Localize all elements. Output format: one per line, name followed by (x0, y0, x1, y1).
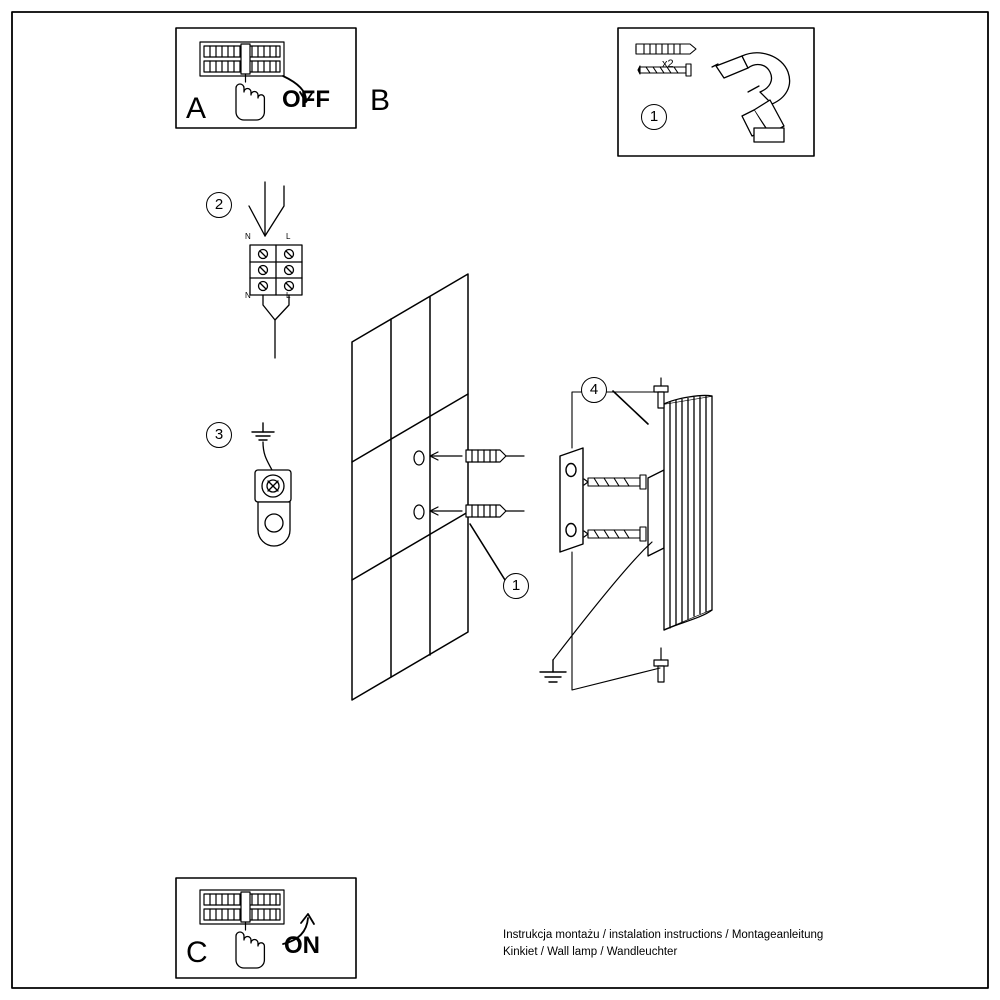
hand-pointer-icon-c (236, 932, 264, 968)
tiled-wall-icon (352, 274, 468, 700)
panel-c-letter: C (186, 936, 209, 969)
bracket-screw-upper (584, 475, 646, 489)
step-badge-4: 4 (581, 377, 607, 403)
cylindrical-wall-lamp-icon (664, 395, 712, 630)
earth-ground-icon-step3 (252, 423, 274, 440)
step-badge-tools: 1 (641, 104, 667, 130)
panel-a-letter: A (186, 92, 207, 125)
hand-pointer-icon-a (236, 84, 264, 120)
panel-c-state-label: ON (284, 932, 320, 959)
breaker-icon-a (200, 42, 284, 82)
wire-terminal-block-icon (249, 182, 302, 358)
panel-b-letter: B (370, 84, 391, 117)
terminal-label-l-top: L (286, 232, 291, 241)
breaker-icon-c (200, 890, 284, 930)
earth-ground-icon-assembly (540, 660, 566, 682)
leader-line-step1 (470, 524, 505, 580)
step-badge-3: 3 (206, 422, 232, 448)
callout-bracket-4 (572, 392, 660, 448)
mounting-bracket-icon (560, 448, 583, 552)
bracket-screw-lower (584, 527, 646, 541)
footer-line-1: Instrukcja montażu / instalation instructions / Montageanleitung (503, 929, 824, 941)
terminal-label-n-bottom: N (245, 291, 251, 300)
terminal-label-n-top: N (245, 232, 251, 241)
leader-line-step4 (613, 391, 648, 424)
power-drill-icon (712, 53, 790, 142)
footer-line-2: Kinkiet / Wall lamp / Wandleuchter (503, 946, 678, 958)
step-badge-2: 2 (206, 192, 232, 218)
ground-wire (553, 542, 652, 660)
tools-quantity-label: x2 (662, 58, 674, 70)
wall-plug-icon-tool (636, 44, 696, 54)
page-border (12, 12, 988, 988)
step-badge-1: 1 (503, 573, 529, 599)
earth-connector-icon (255, 442, 291, 546)
terminal-label-l-bottom: L (286, 291, 291, 300)
callout-bracket-bottom (572, 552, 660, 690)
panel-a-state-label: OFF (282, 86, 330, 113)
lamp-bottom-bolt-icon (654, 648, 668, 682)
